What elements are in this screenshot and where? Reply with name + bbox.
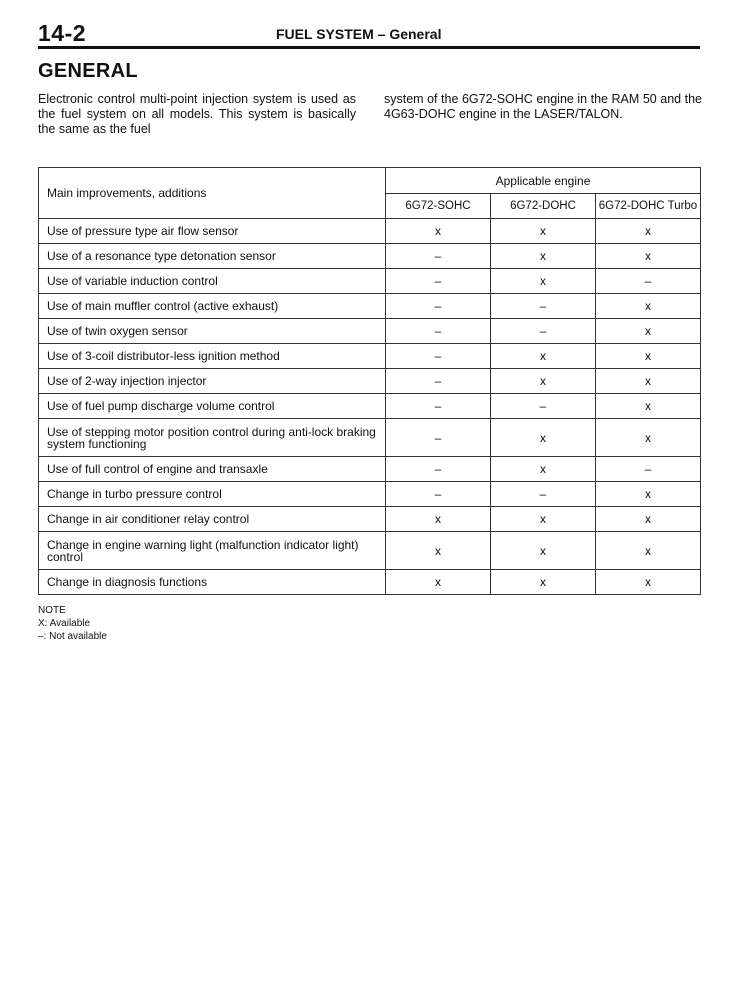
feature-label: Use of full control of engine and transaxle [39, 457, 386, 482]
availability-mark: x [596, 507, 701, 532]
availability-mark: x [491, 344, 596, 369]
legend-note [38, 604, 107, 643]
availability-mark: x [596, 244, 701, 269]
table-row [39, 507, 701, 532]
availability-mark: x [491, 532, 596, 570]
availability-mark: – [386, 394, 491, 419]
availability-mark: x [386, 219, 491, 244]
availability-mark: x [596, 319, 701, 344]
feature-label: Use of variable induction control [39, 269, 386, 294]
table-row [39, 394, 701, 419]
page-number: 14-2 [38, 20, 87, 46]
availability-mark: – [386, 294, 491, 319]
intro-paragraph-right: system of the 6G72-SOHC engine in the RAM 50 and the 4G63-DOHC engine in the LASER/TALON. [384, 92, 702, 121]
note-line-not-available: –: Not available [38, 631, 107, 642]
availability-mark: – [491, 294, 596, 319]
table-body [39, 219, 701, 595]
table-row [39, 532, 701, 570]
availability-mark: – [386, 482, 491, 507]
availability-mark: x [596, 532, 701, 570]
availability-mark: – [386, 244, 491, 269]
table-row [39, 294, 701, 319]
feature-label: Change in air conditioner relay control [39, 507, 386, 532]
availability-mark: x [596, 344, 701, 369]
feature-label: Use of pressure type air flow sensor [39, 219, 386, 244]
feature-label: Change in diagnosis functions [39, 570, 386, 595]
availability-mark: x [596, 394, 701, 419]
availability-mark: x [491, 507, 596, 532]
feature-label: Use of fuel pump discharge volume control [39, 394, 386, 419]
availability-mark: – [491, 319, 596, 344]
engine-header-6g72-dohc: 6G72-DOHC [491, 194, 596, 219]
availability-mark: x [596, 482, 701, 507]
availability-mark: x [491, 244, 596, 269]
availability-mark: x [491, 457, 596, 482]
feature-label: Change in turbo pressure control [39, 482, 386, 507]
table-row [39, 419, 701, 457]
availability-mark: x [596, 294, 701, 319]
availability-mark: – [386, 369, 491, 394]
feature-label: Use of main muffler control (active exhaust) [39, 294, 386, 319]
availability-mark: – [491, 482, 596, 507]
engine-header-6g72-sohc: 6G72-SOHC [386, 194, 491, 219]
availability-mark: – [386, 269, 491, 294]
header-rule [38, 46, 700, 49]
availability-mark: – [596, 457, 701, 482]
availability-mark: x [491, 219, 596, 244]
feature-label: Use of 2-way injection injector [39, 369, 386, 394]
availability-mark: x [386, 532, 491, 570]
header-applicable-engine: Applicable engine [386, 168, 701, 194]
availability-mark: – [386, 457, 491, 482]
table-row [39, 219, 701, 244]
availability-mark: – [596, 269, 701, 294]
table-row [39, 269, 701, 294]
availability-mark: x [596, 419, 701, 457]
feature-label: Use of a resonance type detonation sensor [39, 244, 386, 269]
table-row [39, 244, 701, 269]
section-heading: GENERAL [38, 60, 138, 82]
running-header: FUEL SYSTEM – General [276, 26, 442, 42]
availability-mark: x [596, 369, 701, 394]
improvements-table [38, 167, 701, 595]
availability-mark: x [386, 507, 491, 532]
intro-paragraph-left: Electronic control multi-point injection system is used as the fuel system on all models. This system is basically the same as the fuel [38, 92, 356, 136]
availability-mark: x [386, 570, 491, 595]
availability-mark: x [491, 570, 596, 595]
table-row [39, 369, 701, 394]
availability-mark: – [386, 319, 491, 344]
table-row [39, 482, 701, 507]
note-title: NOTE [38, 605, 66, 616]
feature-label: Change in engine warning light (malfunction indicator light) control [39, 532, 386, 570]
availability-mark: x [596, 570, 701, 595]
feature-label: Use of twin oxygen sensor [39, 319, 386, 344]
availability-mark: – [386, 419, 491, 457]
table-row [39, 457, 701, 482]
availability-mark: x [596, 219, 701, 244]
table-row [39, 319, 701, 344]
table-row [39, 570, 701, 595]
availability-mark: x [491, 419, 596, 457]
feature-label: Use of 3-coil distributor-less ignition method [39, 344, 386, 369]
engine-header-6g72-dohc-turbo: 6G72-DOHC Turbo [596, 194, 701, 219]
availability-mark: x [491, 269, 596, 294]
note-line-available: X: Available [38, 618, 91, 629]
header-main-improvements: Main improvements, additions [39, 168, 386, 219]
availability-mark: x [491, 369, 596, 394]
table-row [39, 344, 701, 369]
feature-label: Use of stepping motor position control during anti-lock braking system functioning [39, 419, 386, 457]
availability-mark: – [386, 344, 491, 369]
availability-mark: – [491, 394, 596, 419]
